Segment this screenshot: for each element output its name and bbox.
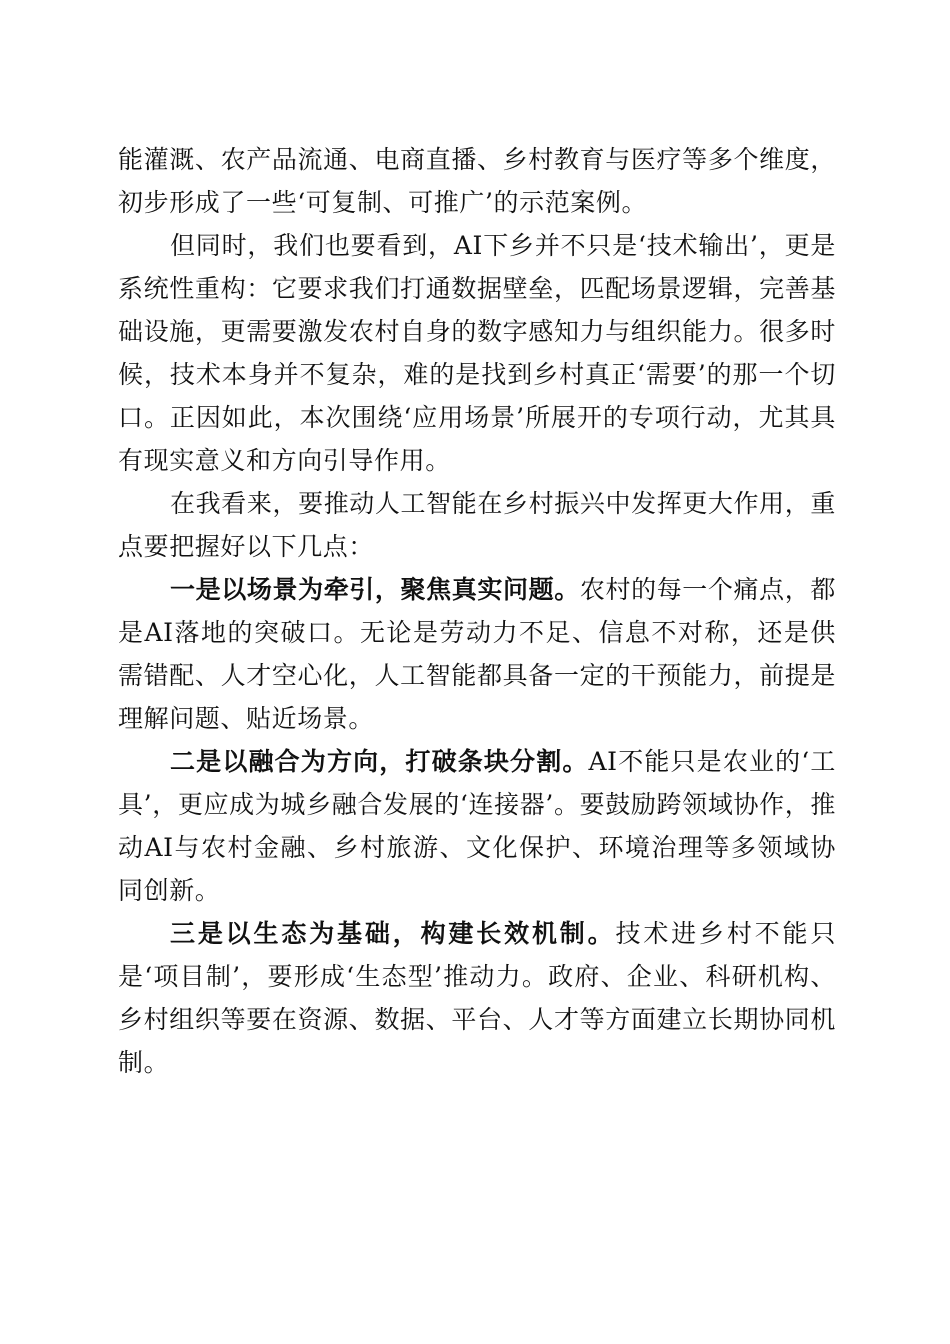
paragraph-point-three	[118, 912, 836, 1084]
paragraph-text: 能灌溉、农产品流通、电商直播、乡村教育与医疗等多个维度，初步形成了一些‘可复制、可推广’的示范案例。	[118, 145, 836, 217]
point-heading: 二是以融合为方向，打破条块分割。	[170, 747, 589, 776]
paragraph-point-two	[118, 740, 836, 912]
point-heading: 一是以场景为牵引，聚焦真实问题。	[170, 575, 580, 604]
paragraph-text: AI不能只是农业的‘工具’，更应成为城乡融合发展的‘连接器’。要鼓励跨领域协作，推动AI与农村金融、乡村旅游、文化保护、环境治理等多领域协同创新。	[118, 747, 836, 905]
point-heading: 三是以生态为基础，构建长效机制。	[170, 919, 616, 948]
paragraph-key-points-intro	[118, 482, 836, 568]
paragraph-text: 农村的每一个痛点，都是AI落地的突破口。无论是劳动力不足、信息不对称，还是供需错配、人才空心化，人工智能都具备一定的干预能力，前提是理解问题、贴近场景。	[118, 575, 836, 733]
paragraph-text: 在我看来，要推动人工智能在乡村振兴中发挥更大作用，重点要把握好以下几点：	[118, 489, 836, 561]
document-body	[118, 138, 836, 1084]
paragraph-text: 但同时，我们也要看到，AI下乡并不只是‘技术输出’，更是系统性重构：它要求我们打通数据壁垒，匹配场景逻辑，完善基础设施，更需要激发农村自身的数字感知力与组织能力。很多时候，技术本身并不复杂，难的是找到乡村真正‘需要’的那一个切口。正因如此，本次围绕‘应用场景’所展开的专项行动，尤其具有现实意义和方向引导作用。	[118, 231, 836, 475]
paragraph-point-one	[118, 568, 836, 740]
paragraph-ai-countryside	[118, 224, 836, 482]
paragraph-text: 技术进乡村不能只是‘项目制’，要形成‘生态型’推动力。政府、企业、科研机构、乡村组织等要在资源、数据、平台、人才等方面建立长期协同机制。	[118, 919, 836, 1077]
paragraph-continuation	[118, 138, 836, 224]
